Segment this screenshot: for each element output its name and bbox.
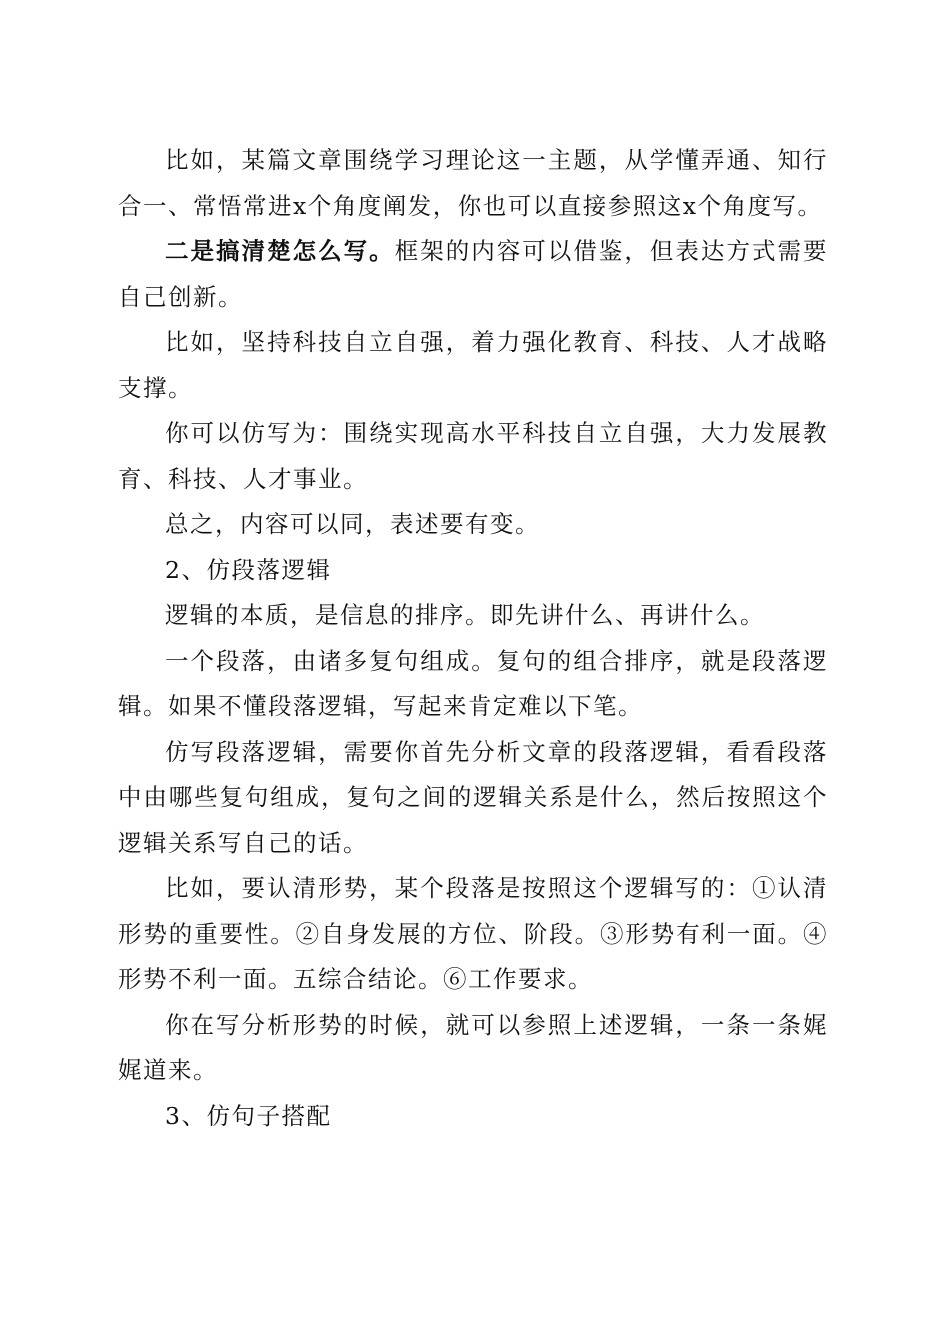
paragraph-summary: 总之，内容可以同，表述要有变。 [165, 510, 540, 538]
paragraph-example-rewrite: 你可以仿写为：围绕实现高水平科技自立自强，大力发展教育、科技、人才事业。 [118, 419, 828, 493]
paragraph-how-to-write [118, 229, 828, 320]
paragraph-imitate-logic: 仿写段落逻辑，需要你首先分析文章的段落逻辑，看看段落中由哪些复句组成，复句之间的逻辑关系是什么，然后按照这个逻辑关系写自己的话。 [118, 737, 828, 857]
document-body [118, 138, 828, 1139]
section-heading-paragraph-logic: 2、仿段落逻辑 [165, 555, 332, 584]
paragraph-example-framework: 比如，某篇文章围绕学习理论这一主题，从学懂弄通、知行合一、常悟常进x个角度阐发，你也可以直接参照这x个角度写。 [118, 146, 828, 220]
section-heading-sentence-collocation: 3、仿句子搭配 [165, 1101, 332, 1130]
paragraph-example-original: 比如，坚持科技自立自强，着力强化教育、科技、人才战略支撑。 [118, 328, 828, 402]
paragraph-apply-logic: 你在写分析形势的时候，就可以参照上述逻辑，一条一条娓娓道来。 [118, 1010, 828, 1084]
paragraph-situation-example: 比如，要认清形势，某个段落是按照这个逻辑写的：①认清形势的重要性。②自身发展的方位、阶段。③形势有利一面。④形势不利一面。五综合结论。⑥工作要求。 [118, 874, 828, 993]
paragraph-logic-essence: 逻辑的本质，是信息的排序。即先讲什么、再讲什么。 [165, 601, 765, 629]
paragraph-lead-bold: 二是搞清楚怎么写。 [165, 237, 395, 265]
paragraph-compound-sentences: 一个段落，由诸多复句组成。复句的组合排序，就是段落逻辑。如果不懂段落逻辑，写起来肯定难以下笔。 [118, 646, 828, 720]
paragraph-text: 框架的内容可以借鉴，但表达方式需要自己创新。 [118, 237, 829, 311]
